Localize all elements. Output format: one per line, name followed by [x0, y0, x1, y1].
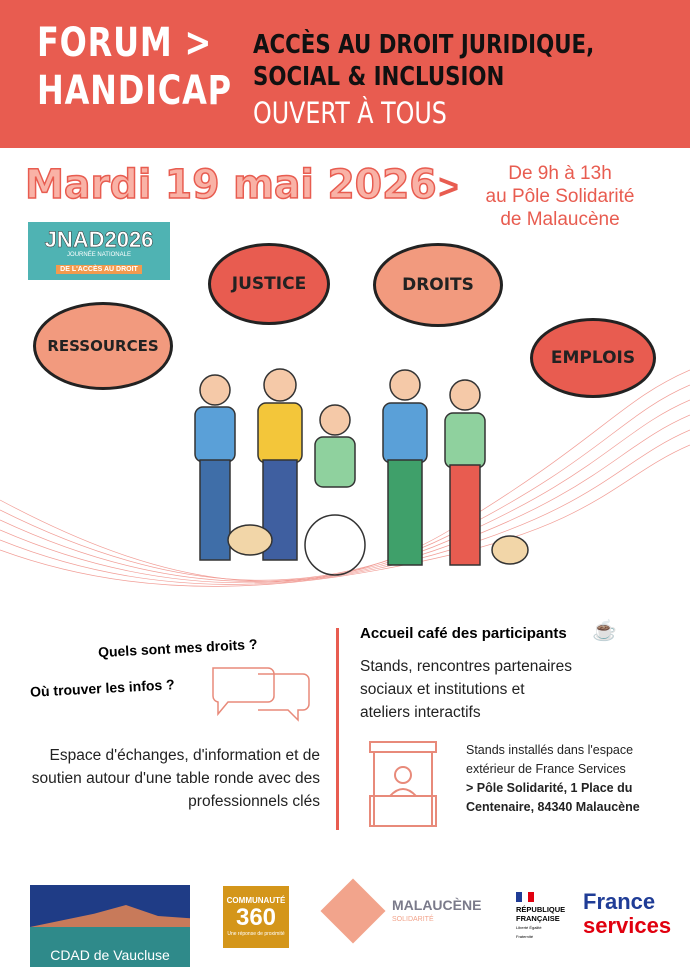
header-line1: ACCÈS AU DROIT JURIDIQUE,: [253, 30, 595, 60]
desc-line: ateliers interactifs: [360, 704, 481, 721]
left-description: Espace d'échanges, d'information et de soutien autour d'une table ronde avec des professionnels clés: [31, 747, 320, 810]
rf3: Liberté Égalité Fraternité: [516, 925, 542, 939]
coffee-cup-icon: ☕: [592, 620, 617, 642]
bubble-justice: JUSTICE: [208, 243, 330, 325]
header-line2: SOCIAL & INCLUSION: [253, 62, 505, 92]
jnad-sub2: DE L'ACCÈS AU DROIT: [56, 265, 142, 274]
question-info: Où trouver les infos ?: [29, 676, 176, 700]
malaucene-sub: SOLIDARITÉ: [392, 916, 434, 923]
question-rights: Quels sont mes droits ?: [97, 635, 258, 661]
com-num: 360: [235, 904, 277, 931]
malaucene-name: MALAUCÈNE: [392, 897, 482, 913]
divider: [336, 628, 339, 830]
forum-title: FORUM >: [37, 20, 213, 66]
stand-icon: [368, 740, 438, 828]
desc-line: Stands, rencontres partenaires: [360, 658, 572, 675]
event-date: Mardi 19 mai 2026: [25, 162, 437, 208]
fs2: services: [583, 913, 672, 938]
bubble-droits: DROITS: [373, 243, 503, 327]
reception-title: Accueil café des participants: [360, 625, 567, 642]
bubble-ressources: RESSOURCES: [33, 302, 173, 390]
event-place-2: de Malaucène: [500, 209, 620, 230]
header-line3: OUVERT À TOUS: [253, 96, 447, 130]
republique-francaise-logo: [516, 905, 565, 941]
people-illustration: [170, 365, 530, 585]
jnad-title: JNAD2026: [44, 227, 154, 252]
com-top: COMMUNAUTÉ: [226, 896, 286, 905]
event-time: De 9h à 13h: [508, 163, 612, 184]
stands-line: Stands installés dans l'espace: [466, 743, 634, 757]
malaucene-emblem: [320, 878, 385, 943]
france-services-logo: [583, 890, 671, 938]
chevron-right-icon: >: [438, 166, 460, 207]
stands-info: [466, 741, 640, 817]
fs1: France: [583, 889, 656, 914]
stands-line: extérieur de France Services: [466, 762, 626, 776]
address-line: > Pôle Solidarité, 1 Place du: [466, 781, 633, 795]
event-time-place: [470, 162, 650, 231]
jnad-logo: [28, 222, 170, 280]
chat-bubbles-icon: [208, 658, 312, 724]
rf1: RÉPUBLIQUE: [516, 905, 566, 914]
desc-line: sociaux et institutions et: [360, 681, 525, 698]
address-line: Centenaire, 84340 Malaucène: [466, 800, 640, 814]
bubble-emplois: EMPLOIS: [530, 318, 656, 398]
cdad-logo: [30, 885, 190, 967]
cdad-text: CDAD de Vaucluse: [50, 947, 170, 963]
rf2: FRANÇAISE: [516, 914, 560, 923]
communaute-360-logo: [223, 886, 289, 948]
jnad-sub1: JOURNÉE NATIONALE: [67, 252, 131, 258]
com-sub: Une réponse de proximité: [227, 931, 285, 937]
french-flag-icon: [516, 892, 534, 902]
handicap-title: HANDICAP: [37, 68, 232, 114]
event-place: au Pôle Solidarité: [485, 186, 635, 207]
reception-description: [360, 655, 572, 724]
